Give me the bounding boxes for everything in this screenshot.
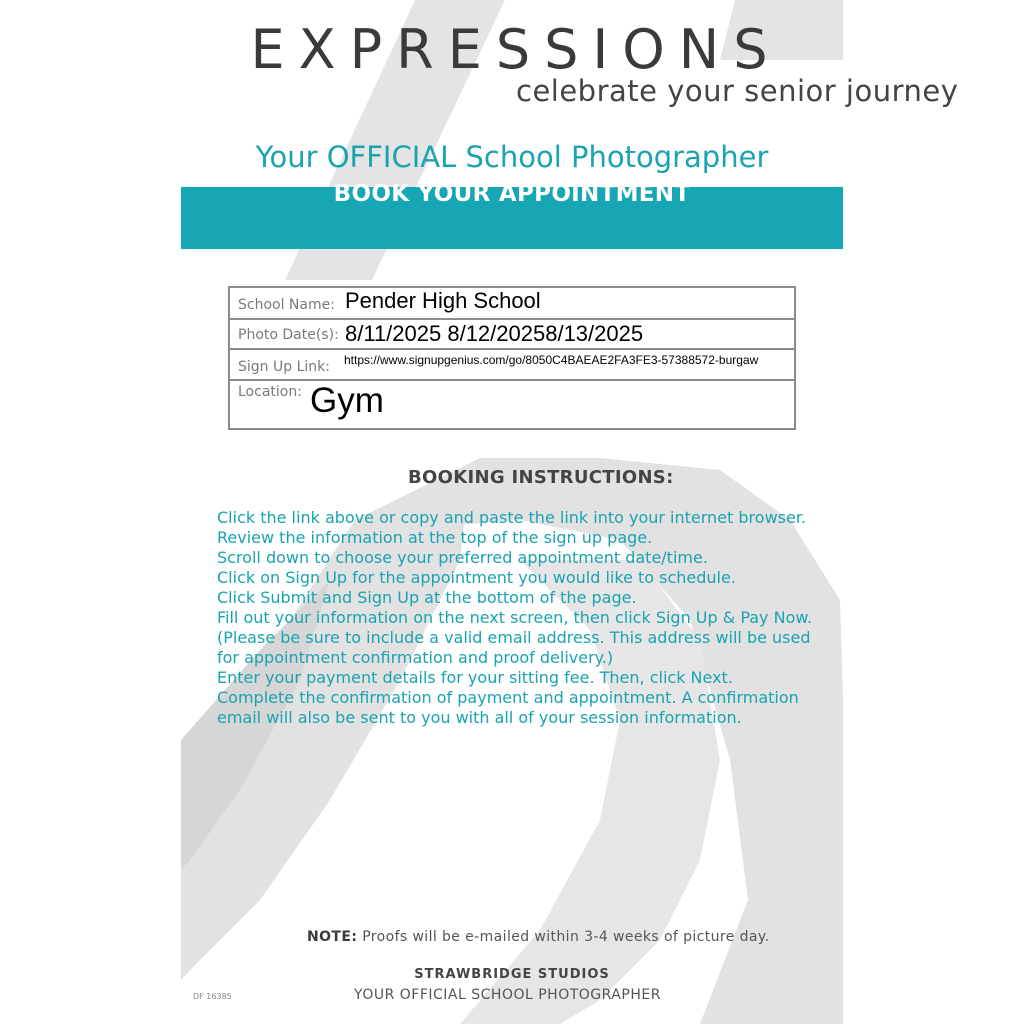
brand-title: EXPRESSIONS <box>250 18 782 81</box>
booking-instructions-list <box>217 508 837 728</box>
signup-link-label: Sign Up Link: <box>238 359 330 375</box>
location-row <box>230 381 794 428</box>
school-name-label: School Name: <box>238 297 335 313</box>
photo-dates-value: 8/11/2025 8/12/20258/13/2025 <box>345 321 644 346</box>
proofs-note <box>307 929 769 945</box>
footer-studio-name: STRAWBRIDGE STUDIOS <box>414 967 610 982</box>
instruction-step: Review the information at the top of the sign up page. <box>217 528 653 547</box>
document-code: DF 16385 <box>193 992 232 1001</box>
booking-instructions-heading: BOOKING INSTRUCTIONS: <box>408 467 674 488</box>
official-photographer-title: Your OFFICIAL School Photographer <box>255 140 769 174</box>
school-name-row <box>230 288 794 320</box>
footer-official-photographer: YOUR OFFICIAL SCHOOL PHOTOGRAPHER <box>354 987 661 1003</box>
signup-link-value[interactable]: https://www.signupgenius.com/go/8050C4BAEAE2FA3FE3-57388572-burgaw <box>344 353 759 367</box>
instruction-step: Fill out your information on the next screen, then click Sign Up & Pay Now. (Please be sure to include a valid email address. This address will be used for appointment confirmation and proof delivery.) <box>217 608 813 667</box>
signup-link-row <box>230 350 794 381</box>
instruction-step: Scroll down to choose your preferred appointment date/time. <box>217 548 708 567</box>
instruction-step: Complete the confirmation of payment and appointment. A confirmation email will also be sent to you with all of your session information. <box>217 688 799 727</box>
note-text: Proofs will be e-mailed within 3-4 weeks of picture day. <box>362 929 770 945</box>
book-appointment-heading: BOOK YOUR APPOINTMENT <box>333 181 691 207</box>
photo-dates-label: Photo Date(s): <box>238 327 339 343</box>
location-label: Location: <box>238 384 302 400</box>
instruction-step: Click the link above or copy and paste the link into your internet browser. <box>217 508 807 527</box>
brand-tagline: celebrate your senior journey <box>516 74 959 108</box>
note-label: NOTE: <box>307 929 358 945</box>
photo-dates-row <box>230 320 794 350</box>
instruction-step: Click on Sign Up for the appointment you would like to schedule. <box>217 568 736 587</box>
instruction-step: Enter your payment details for your sitting fee. Then, click Next. <box>217 668 733 687</box>
school-name-value: Pender High School <box>345 288 541 313</box>
instruction-step: Click Submit and Sign Up at the bottom of the page. <box>217 588 637 607</box>
location-value: Gym <box>310 381 384 420</box>
appointment-info-table <box>228 286 796 430</box>
